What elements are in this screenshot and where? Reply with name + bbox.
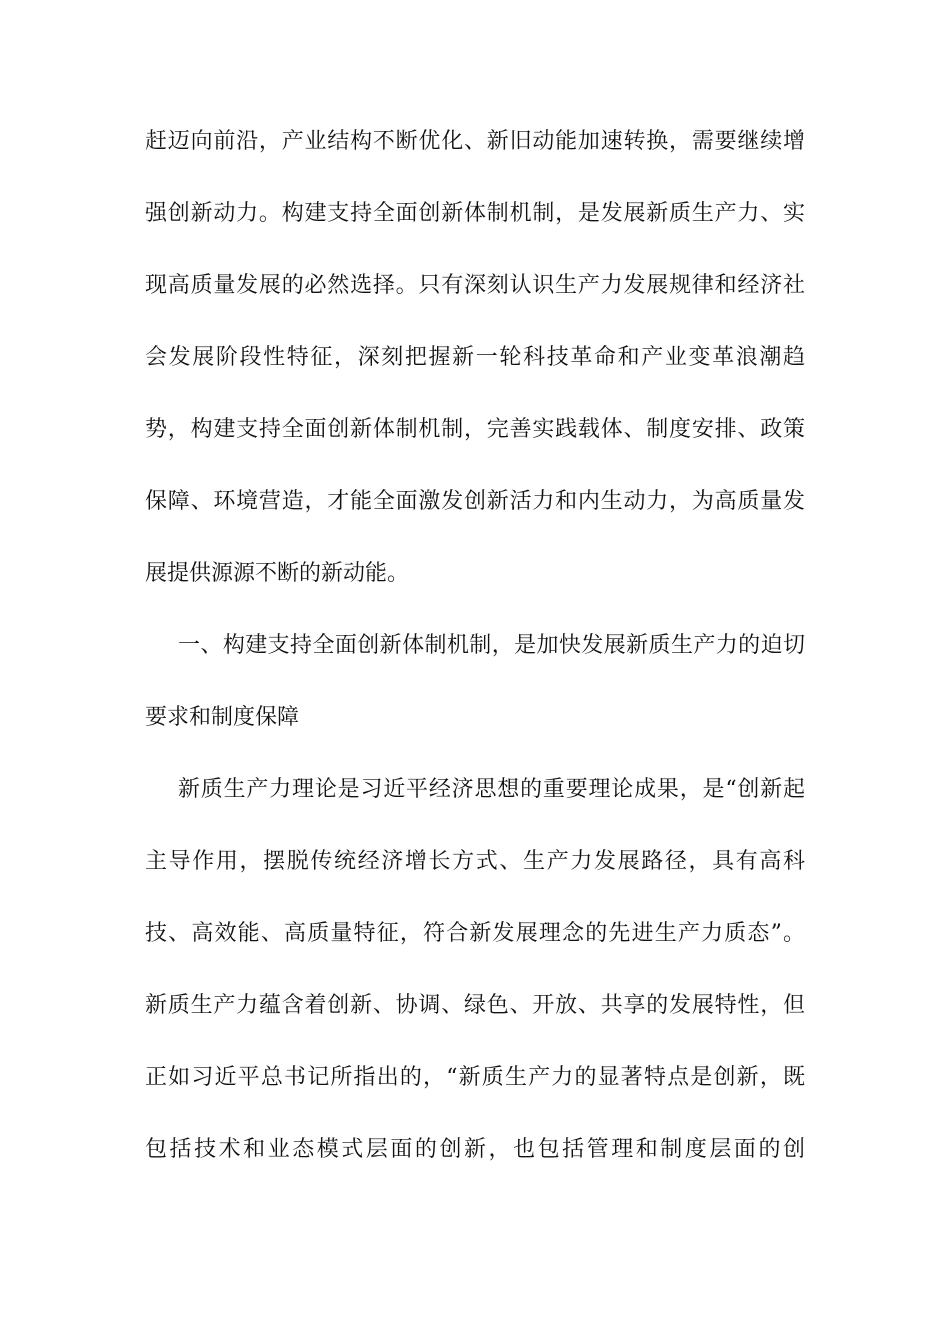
body-text-line: 会发展阶段性特征，深刻把握新一轮科技革命和产业变革浪潮趋 (145, 345, 805, 370)
body-text-line-last: 展提供源源不断的新动能。 (145, 561, 410, 586)
body-text-line: 技、高效能、高质量特征，符合新发展理念的先进生产力质态”。 (145, 921, 805, 946)
body-text-line-first: 新质生产力理论是习近平经济思想的重要理论成果，是“创新起 (178, 777, 805, 802)
body-text-line: 赶迈向前沿，产业结构不断优化、新旧动能加速转换，需要继续增 (145, 129, 805, 154)
body-text-line: 势，构建支持全面创新体制机制，完善实践载体、制度安排、政策 (145, 417, 805, 442)
body-text-line: 新质生产力蕴含着创新、协调、绿色、开放、共享的发展特性，但 (145, 993, 805, 1018)
body-text-line: 正如习近平总书记所指出的，“新质生产力的显著特点是创新，既 (145, 1065, 805, 1090)
body-text-line: 保障、环境营造，才能全面激发创新活力和内生动力，为高质量发 (145, 489, 805, 514)
body-text-line: 包括技术和业态模式层面的创新，也包括管理和制度层面的创 (145, 1137, 805, 1162)
section-heading-line-last: 要求和制度保障 (145, 705, 300, 730)
body-text-line: 主导作用，摆脱传统经济增长方式、生产力发展路径，具有高科 (145, 849, 805, 874)
section-heading-line: 一、构建支持全面创新体制机制，是加快发展新质生产力的迫切 (178, 633, 805, 658)
body-text-line: 强创新动力。构建支持全面创新体制机制，是发展新质生产力、实 (145, 201, 805, 226)
body-text-line: 现高质量发展的必然选择。只有深刻认识生产力发展规律和经济社 (145, 273, 805, 298)
